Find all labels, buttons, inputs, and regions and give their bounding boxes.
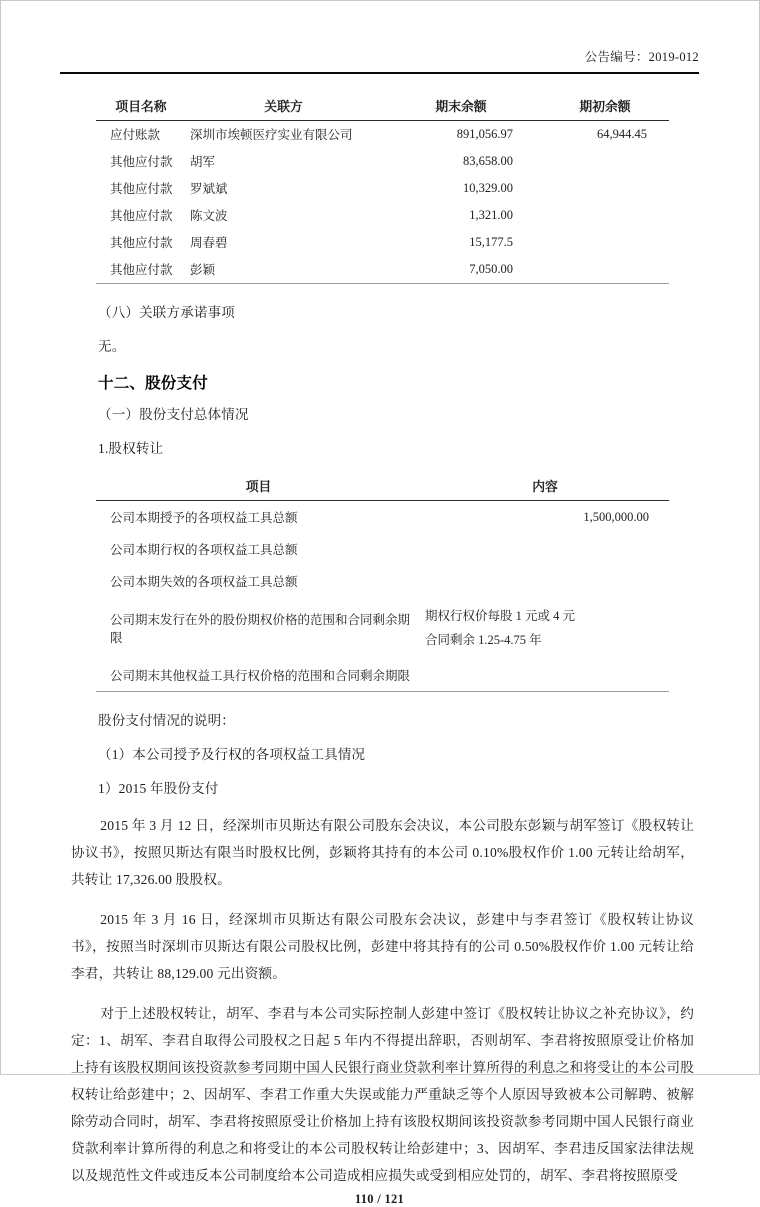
table-header-row	[96, 470, 669, 501]
section-content-none: 无。	[98, 339, 126, 354]
cell-closing: 15,177.5	[469, 234, 513, 249]
notice-number: 公告编号：2019-012	[60, 47, 699, 74]
cell-opening	[541, 148, 669, 175]
cell-party: 陈文波	[190, 209, 228, 223]
cell-project: 公司本期失效的各项权益工具总额	[110, 575, 298, 589]
table-row	[96, 565, 669, 597]
cell-project: 公司本期授予的各项权益工具总额	[110, 511, 298, 525]
section-heading-transfer: 1.股权转让	[98, 441, 164, 456]
table-row	[96, 175, 669, 202]
cell-item: 应付账款	[110, 128, 161, 142]
cell-party: 胡军	[190, 155, 216, 169]
cell-opening	[541, 175, 669, 202]
cell-content: 1,500,000.00	[583, 509, 649, 524]
share-payment-table	[96, 470, 669, 692]
col-header-item: 项目名称	[96, 90, 186, 121]
cell-opening: 64,944.45	[597, 126, 647, 141]
cell-content-line: 期权行权价每股 1 元或 4 元	[425, 609, 576, 623]
page	[1, 1, 759, 1207]
col-header-project: 项目	[96, 470, 421, 501]
table-row	[96, 256, 669, 284]
section-heading-overview: （一）股份支付总体情况	[98, 407, 249, 422]
col-header-opening-balance: 期初余额	[541, 90, 669, 121]
cell-closing: 7,050.00	[469, 261, 513, 276]
cell-item: 其他应付款	[110, 263, 173, 277]
cell-closing: 891,056.97	[456, 126, 513, 141]
cell-party: 彭颖	[190, 263, 216, 277]
cell-content	[421, 565, 669, 597]
cell-content-line: 合同剩余 1.25-4.75 年	[425, 633, 542, 647]
col-header-closing-balance: 期末余额	[381, 90, 541, 121]
cell-closing: 10,329.00	[463, 180, 513, 195]
cell-party: 周春碧	[190, 236, 228, 250]
col-header-content: 内容	[421, 470, 669, 501]
table-row	[96, 202, 669, 229]
cell-project: 公司本期行权的各项权益工具总额	[110, 543, 298, 557]
cell-closing: 1,321.00	[469, 207, 513, 222]
related-party-table	[96, 90, 669, 284]
table-row	[96, 121, 669, 149]
cell-project: 公司期末其他权益工具行权价格的范围和合同剩余期限	[110, 669, 411, 683]
cell-opening	[541, 229, 669, 256]
section-heading-commitments: （八）关联方承诺事项	[98, 305, 235, 320]
table-row	[96, 659, 669, 692]
cell-content	[421, 533, 669, 565]
cell-content	[421, 659, 669, 692]
cell-closing: 83,658.00	[463, 153, 513, 168]
section-heading-share-payment: 十二、股份支付	[98, 375, 208, 392]
table-row	[96, 533, 669, 565]
table-row	[96, 148, 669, 175]
cell-party: 罗斌斌	[190, 182, 228, 196]
cell-opening	[541, 256, 669, 284]
body-paragraph: 2015 年 3 月 16 日，经深圳市贝斯达有限公司股东会决议，彭建中与李君签订《股权转让协议书》，按照当时深圳市贝斯达有限公司股权比例，彭建中将其持有的公司 0.50%股权作价 1.00 元转让给李君，共转让 88,129.00 元出资额。	[71, 912, 694, 981]
table-row	[96, 229, 669, 256]
cell-party: 深圳市埃顿医疗实业有限公司	[190, 128, 353, 142]
notes-heading: 股份支付情况的说明：	[98, 713, 235, 728]
body-paragraph: 2015 年 3 月 12 日，经深圳市贝斯达有限公司股东会决议，本公司股东彭颖与胡军签订《股权转让协议书》，按照贝斯达有限当时股权比例，彭颖将其持有的本公司 0.10%股权作价 1.00 元转让给胡军，共转让 17,326.00 股股权。	[71, 818, 694, 887]
notes-subheading-1: （1）本公司授予及行权的各项权益工具情况	[98, 747, 366, 762]
table-header-row	[96, 90, 669, 121]
table-row	[96, 501, 669, 534]
page-number: 110 / 121	[354, 1192, 405, 1206]
notes-subheading-2: 1）2015 年股份支付	[98, 781, 219, 796]
col-header-party: 关联方	[186, 90, 381, 121]
body-paragraph: 对于上述股权转让，胡军、李君与本公司实际控制人彭建中签订《股权转让协议之补充协议》，约定：1、胡军、李君自取得公司股权之日起 5 年内不得提出辞职，否则胡军、李君将按照原受让价格加上持有该股权期间该投资款参考同期中国人民银行商业贷款利率计算所得的利息之和将受让的本公司股权转让给彭建中；2、因胡军、李君工作重大失误或能力严重缺乏等个人原因导致被本公司解聘、被解除劳动合同时，胡军、李君将按照原受让价格加上持有该股权期间该投资款参考同期中国人民银行商业贷款利率计算所得的利息之和将受让的本公司股权转让给彭建中；3、因胡军、李君违反国家法律法规以及规范性文件或违反本公司制度给本公司造成相应损失或受到相应处罚的，胡军、李君将按照原受	[71, 1006, 694, 1183]
cell-item: 其他应付款	[110, 182, 173, 196]
cell-item: 其他应付款	[110, 155, 173, 169]
table-row	[96, 597, 669, 659]
cell-project: 公司期末发行在外的股份期权价格的范围和合同剩余期限	[110, 613, 411, 645]
cell-content	[421, 597, 669, 659]
cell-opening	[541, 202, 669, 229]
cell-item: 其他应付款	[110, 209, 173, 223]
cell-item: 其他应付款	[110, 236, 173, 250]
